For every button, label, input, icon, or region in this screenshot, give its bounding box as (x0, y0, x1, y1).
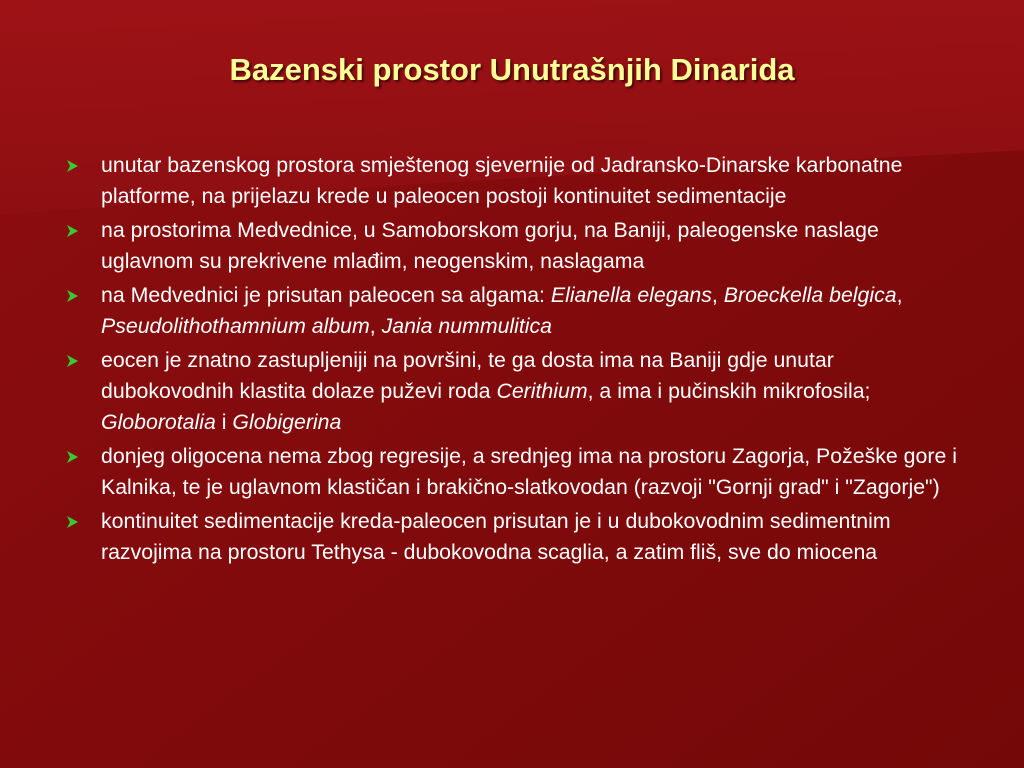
bullet-item (64, 345, 964, 438)
bullet-item (64, 441, 964, 503)
bullet-text: , (369, 314, 382, 338)
bullet-text-italic: Globorotalia (101, 410, 216, 434)
bullet-text: , a ima i pučinskih mikrofosila; (587, 379, 871, 403)
bullet-text: i (215, 410, 233, 434)
bullet-item (64, 150, 964, 212)
bullet-text-italic: Jania nummulitica (381, 314, 553, 338)
green-arrowhead-icon (65, 450, 79, 464)
green-arrowhead-icon (65, 515, 79, 529)
green-arrowhead-icon (65, 224, 79, 238)
green-arrowhead-icon (65, 354, 79, 368)
bullet-item (64, 506, 964, 568)
bullet-text: , (711, 283, 724, 307)
bullet-list (64, 150, 964, 571)
bullet-text-italic: Broeckella belgica (723, 283, 897, 307)
bullet-text: kontinuitet sedimentacije kreda-paleocen prisutan je i u dubokovodnim sedimentnim razvojima na prostoru Tethysa - dubokovodna scaglia, a zatim fliš, sve do miocena (101, 509, 891, 564)
bullet-text: na prostorima Medvednice, u Samoborskom gorju, na Baniji, paleogenske naslage uglavnom su prekrivene mlađim, neogenskim, naslagama (101, 218, 879, 273)
green-arrowhead-icon (65, 289, 79, 303)
bullet-text: na Medvednici je prisutan paleocen sa algama: (101, 283, 551, 307)
bullet-text: , (896, 283, 903, 307)
bullet-item (64, 280, 964, 342)
slide-title: Bazenski prostor Unutrašnjih Dinarida (229, 52, 795, 87)
bullet-text-italic: Pseudolithothamnium album (101, 314, 370, 338)
bullet-text-italic: Cerithium (496, 379, 588, 403)
bullet-text: donjeg oligocena nema zbog regresije, a srednjeg ima na prostoru Zagorja, Požeške gore i Kalnika, te je uglavnom klastičan i brakično-slatkovodan (razvoji "Gornji grad" i "Zagorje") (101, 444, 957, 499)
bullet-text-italic: Elianella elegans (550, 283, 712, 307)
bullet-text: eocen je znatno zastupljeniji na površini, te ga dosta ima na Baniji gdje unutar dubokovodnih klastita dolaze puževi roda (101, 348, 834, 403)
bullet-text: unutar bazenskog prostora smještenog sjevernije od Jadransko-Dinarske karbonatne platforme, na prijelazu krede u paleocen postoji kontinuitet sedimentacije (101, 153, 903, 208)
green-arrowhead-icon (65, 159, 79, 173)
bullet-text-italic: Globigerina (232, 410, 342, 434)
bullet-item (64, 215, 964, 277)
